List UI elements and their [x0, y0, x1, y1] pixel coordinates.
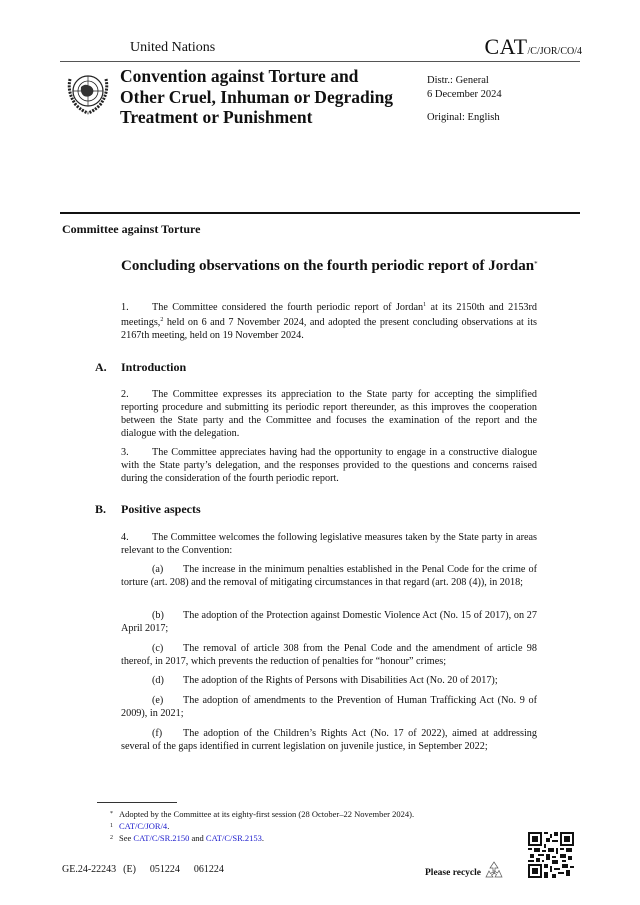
section-title: Positive aspects: [121, 502, 201, 516]
section-title: Introduction: [121, 360, 187, 374]
section-heading-positive-aspects: [95, 502, 201, 517]
paragraph-4: [121, 531, 537, 557]
un-emblem-icon: [62, 67, 114, 119]
footnote-text: and: [189, 833, 206, 843]
paragraph-number: 1.: [121, 302, 129, 313]
paragraph-number: 3.: [121, 447, 129, 458]
footnote-mark: 1: [110, 823, 113, 829]
paragraph-1: [121, 299, 537, 342]
paragraph-text: The Committee welcomes the following legislative measures taken by the State party in areas relevant to the Convention:: [121, 532, 537, 556]
list-item-a: [121, 563, 537, 589]
paragraph-text: The Committee expresses its appreciation to the State party for accepting the simplified reporting procedure and submitting its periodic report thereunder, as this improves the cooperation between the State party and the Committee and focuses the examination of the report and the dialogue with the delegation.: [121, 389, 537, 439]
recycle-icon: [483, 860, 505, 882]
list-text: The adoption of the Protection against Domestic Violence Act (No. 15 of 2017), on 27 April 2017;: [121, 610, 537, 634]
qr-code-icon[interactable]: [528, 832, 574, 878]
list-text: The adoption of amendments to the Prevention of Human Trafficking Act (No. 9 of 2009), in 2021;: [121, 695, 537, 719]
list-item-d: [121, 674, 537, 687]
organization-name: United Nations: [130, 40, 216, 55]
header-rule: [60, 61, 580, 62]
document-title: [121, 255, 541, 276]
footnote-2: [110, 832, 414, 844]
list-item-e: [121, 694, 537, 720]
list-item-c: [121, 642, 537, 668]
list-label: (b): [152, 610, 164, 621]
list-label: (d): [152, 675, 164, 686]
paragraph-3: [121, 446, 537, 485]
paragraph-text: at its 2150th and 2153rd meetings,: [121, 302, 537, 328]
list-item-b: [121, 609, 537, 635]
title-text: Concluding observations on the fourth periodic report of Jordan: [121, 258, 535, 274]
footnote-text: Adopted by the Committee at its eighty-first session (28 October–22 November 2024).: [119, 809, 415, 819]
original-language: Original: English: [427, 112, 500, 123]
list-label: (a): [152, 564, 164, 575]
paragraph-number: 4.: [121, 532, 129, 543]
list-label: (f): [152, 728, 163, 739]
list-text: The increase in the minimum penalties established in the Penal Code for the crime of torture (art. 208) and the removal of mitigating circumstances in that regard (art. 208 (4)), in 2018;: [121, 564, 537, 588]
section-heading-introduction: [95, 360, 186, 375]
list-text: The removal of article 308 from the Penal Code and the amendment of article 98 thereof, in 2017, which prevents the reduction of penalties for “honour” crimes;: [121, 643, 537, 667]
title-footnote-mark[interactable]: *: [534, 260, 538, 268]
paragraph-number: 2.: [121, 389, 129, 400]
paragraph-2: [121, 388, 537, 440]
convention-title: Convention against Torture and Other Cruel, Inhuman or Degrading Treatment or Punishment: [120, 66, 394, 127]
document-symbol: [484, 34, 582, 60]
list-label: (e): [152, 695, 164, 706]
distribution-block: [427, 74, 502, 125]
footnotes: [110, 808, 414, 844]
footnote-text: .: [167, 821, 170, 831]
footnote-1: [110, 820, 414, 832]
footnote-star: [110, 808, 414, 820]
job-number: GE.24-22243 (E) 051224 061224: [62, 864, 224, 875]
paragraph-text: held on 6 and 7 November 2024, and adopted the present concluding observations at its 2167th meeting, held on 19 November 2024.: [121, 317, 537, 341]
footnote-link-sr-2153[interactable]: CAT/C/SR.2153: [205, 833, 262, 843]
footnote-link-sr-2150[interactable]: CAT/C/SR.2150: [133, 833, 190, 843]
list-text: The adoption of the Rights of Persons with Disabilities Act (No. 20 of 2017);: [183, 675, 498, 686]
footnote-rule: [97, 802, 177, 803]
paragraph-text: The Committee appreciates having had the opportunity to engage in a constructive dialogue with the State party’s delegation, and the responses provided to the questions and concerns raised during the consideration of the fourth periodic report.: [121, 447, 537, 484]
footnote-link-cat-c-jor-4[interactable]: CAT/C/JOR/4: [119, 821, 168, 831]
footnote-text: .: [261, 833, 265, 843]
symbol-suffix: /C/JOR/CO/4: [527, 46, 582, 57]
symbol-main: CAT: [484, 34, 528, 59]
footnote-mark: *: [110, 811, 113, 817]
footnote-mark: 2: [110, 835, 113, 841]
title-rule: [60, 212, 580, 214]
section-letter: B.: [95, 502, 107, 516]
section-letter: A.: [95, 360, 107, 374]
distribution: Distr.: General: [427, 75, 489, 86]
footnote-ref-2[interactable]: 2: [160, 317, 164, 323]
list-item-f: [121, 727, 537, 753]
footnote-text: See: [119, 833, 134, 843]
document-date: 6 December 2024: [427, 88, 502, 100]
recycle-label: Please recycle: [425, 868, 481, 878]
committee-name: Committee against Torture: [62, 222, 201, 236]
footnote-ref-1[interactable]: 1: [423, 302, 427, 308]
list-text: The adoption of the Children’s Rights Act (No. 17 of 2022), aimed at addressing several of the gaps identified in current legislation on juvenile justice, in September 2022;: [121, 728, 537, 752]
paragraph-text: The Committee considered the fourth periodic report of Jordan: [152, 302, 424, 313]
list-label: (c): [152, 643, 164, 654]
